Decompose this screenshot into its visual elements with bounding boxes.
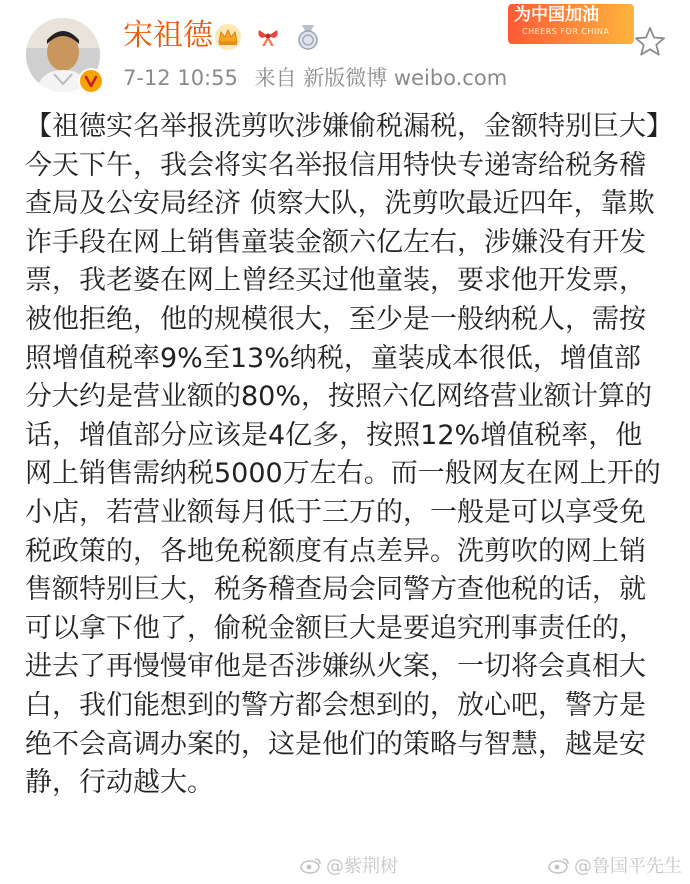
post-header: [0, 0, 690, 110]
verified-v-icon: [78, 68, 104, 94]
post-time[interactable]: 7-12 10:55: [123, 66, 238, 90]
author-avatar[interactable]: [26, 18, 100, 92]
gift-icon[interactable]: [253, 22, 283, 52]
watermark-1: [300, 852, 398, 878]
watermark-2: [548, 852, 682, 878]
author-badges: [213, 20, 323, 54]
promo-sub-text: CHEERS FOR CHINA: [522, 27, 610, 36]
post-meta: [123, 64, 507, 92]
medal-icon[interactable]: [293, 22, 323, 52]
weibo-logo-icon: [548, 856, 570, 874]
watermark-2-text: @鲁国平先生: [574, 856, 682, 877]
crown-icon[interactable]: [213, 22, 243, 52]
promo-main-text: 为中国加油: [514, 5, 599, 25]
author-name[interactable]: 宋祖德: [123, 18, 213, 53]
post-content: 【祖德实名举报洗剪吹涉嫌偷税漏税，金额特别巨大】今天下午，我会将实名举报信用特快专递寄给税务稽查局及公安局经济 侦察大队，洗剪吹最近四年，靠欺诈手段在网上销售童装金额六亿左右，涉嫌没有开发票，我老婆在网上曾经买过他童装，要求他开发票，被他拒绝，他的规模很大，至少是一般纳税人，需按照增值税率9%至13%纳税，童装成本很低，增值部分大约是营业额的80%，按照六亿网络营业额计算的话，增值部分应该是4亿多，按照12%增值税率，他网上销售需纳税5000万左右。而一般网友在网上开的小店，若营业额每月低于三万的，一般是可以享受免税政策的，各地免税额度有点差异。洗剪吹的网上销售额特别巨大，税务稽查局会同警方查他税的话，就可以拿下他了，偷税金额巨大是要追究刑事责任的，进去了再慢慢审他是否涉嫌纵火案，一切将会真相大白，我们能想到的警方都会想到的，放心吧，警方是绝不会高调办案的，这是他们的策略与智慧，越是安静，行动越大。: [25, 111, 661, 799]
promo-banner[interactable]: [500, 0, 640, 50]
star-outline-icon[interactable]: [632, 24, 668, 60]
weibo-logo-icon: [300, 856, 322, 874]
watermark-1-text: @紫荆树: [326, 856, 398, 877]
post-source: 来自 新版微博 weibo.com: [254, 66, 508, 90]
watermark-bar: [0, 848, 690, 884]
